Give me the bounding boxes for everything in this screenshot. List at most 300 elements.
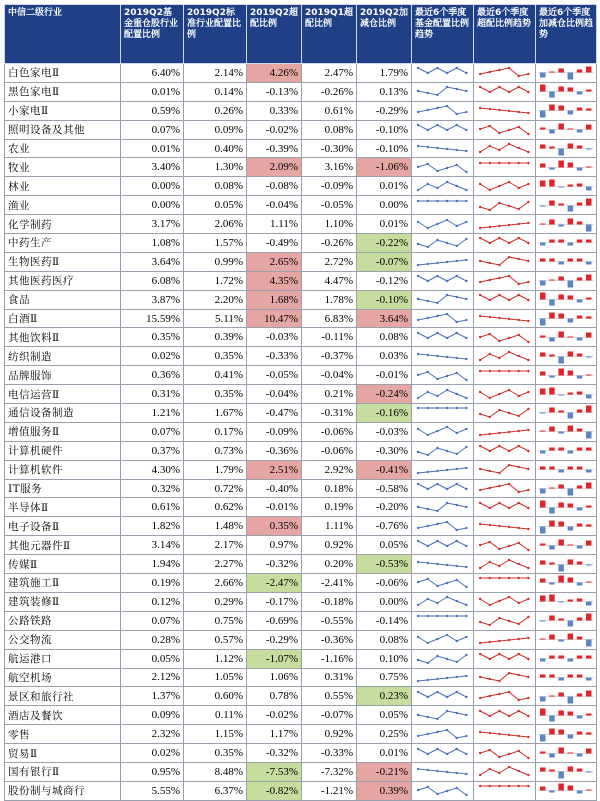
sparkline-point — [427, 598, 429, 600]
trend-bar — [577, 278, 583, 281]
change-trend-bars — [536, 442, 596, 459]
overweight-q2-cell: -0.05% — [247, 366, 302, 385]
sparkline-point — [508, 620, 510, 622]
overweight-q2-cell: -0.08% — [247, 177, 302, 196]
fund-allocation-cell: 0.35% — [121, 328, 184, 347]
fund-trend-sparkline — [412, 329, 473, 346]
sparkline-point — [498, 502, 500, 504]
fund-trend-sparkline — [412, 612, 473, 629]
standard-allocation-cell: 0.41% — [184, 366, 247, 385]
sparkline-point — [527, 468, 529, 470]
sparkline-point — [436, 377, 438, 379]
trend-bar — [568, 696, 574, 703]
change-q2-cell: -0.53% — [357, 555, 412, 574]
header-fund-allocation: 2019Q2基金重仓股行业配置比例 — [121, 5, 184, 64]
trend-bar — [568, 734, 574, 738]
sparkline-point — [417, 506, 419, 508]
overweight-q1-cell: -0.26% — [302, 234, 357, 253]
fund-trend-sparkline-cell — [412, 611, 474, 630]
sparkline-point — [427, 488, 429, 490]
change-trend-bars-cell — [536, 158, 597, 177]
sparkline-point — [518, 187, 520, 189]
trend-bar — [586, 656, 592, 659]
sparkline-point — [456, 224, 458, 226]
fund-trend-sparkline-cell — [412, 460, 474, 479]
sparkline-point — [446, 105, 448, 107]
fund-trend-sparkline — [412, 291, 473, 308]
sparkline-point — [465, 358, 467, 360]
overweight-trend-sparkline-cell — [474, 630, 536, 649]
sparkline-point — [508, 181, 510, 183]
sparkline-point — [508, 129, 510, 131]
sparkline-point — [508, 337, 510, 339]
trend-bar — [586, 505, 592, 507]
change-trend-bars-cell — [536, 536, 597, 555]
sparkline-point — [479, 523, 481, 525]
trend-bar — [586, 109, 592, 111]
sparkline-point — [436, 510, 438, 512]
sparkline-point — [446, 294, 448, 296]
fund-trend-sparkline — [412, 159, 473, 176]
sparkline-point — [417, 451, 419, 453]
sparkline-point — [518, 674, 520, 676]
sparkline-point — [518, 75, 520, 77]
sparkline-point — [436, 187, 438, 189]
table-row — [5, 271, 597, 290]
sparkline-point — [498, 237, 500, 239]
trend-bar — [549, 562, 555, 564]
trend-bar — [586, 602, 592, 606]
sparkline-point — [518, 207, 520, 209]
trend-bar — [568, 88, 574, 92]
trend-bar — [558, 394, 564, 395]
change-trend-bars-cell — [536, 517, 597, 536]
table-row — [5, 706, 597, 725]
change-q2-cell: 0.00% — [357, 196, 412, 215]
trend-bar — [540, 526, 546, 533]
sparkline-point — [518, 562, 520, 564]
fund-trend-sparkline — [412, 386, 473, 403]
sparkline-point — [436, 523, 438, 525]
industry-name-cell: 农业 — [5, 139, 121, 158]
trend-bar — [568, 674, 574, 677]
table-row — [5, 347, 597, 366]
change-trend-bars — [536, 707, 596, 724]
trend-bar — [577, 448, 583, 451]
sparkline-point — [456, 540, 458, 542]
trend-bar — [558, 356, 564, 363]
sparkline-point — [436, 730, 438, 732]
standard-allocation-cell: 0.35% — [184, 385, 247, 404]
fund-trend-sparkline — [412, 197, 473, 214]
sparkline-point — [436, 691, 438, 693]
trend-bar — [558, 368, 564, 375]
sparkline-point — [479, 676, 481, 678]
sparkline-point — [518, 394, 520, 396]
overweight-q1-cell: 1.11% — [302, 517, 357, 536]
overweight-q1-cell: 0.31% — [302, 668, 357, 687]
sparkline-point — [417, 581, 419, 583]
sparkline-point — [427, 280, 429, 282]
sparkline-point — [456, 88, 458, 90]
sparkline-point — [465, 446, 467, 448]
sparkline-point — [456, 736, 458, 738]
trend-bar — [549, 219, 555, 224]
overweight-trend-sparkline — [474, 64, 535, 81]
change-trend-bars — [536, 404, 596, 421]
trend-bar — [577, 599, 583, 602]
fund-trend-sparkline — [412, 121, 473, 138]
overweight-trend-sparkline-cell — [474, 385, 536, 404]
overweight-trend-sparkline — [474, 216, 535, 233]
fund-trend-sparkline-cell — [412, 82, 474, 101]
industry-name-cell: 照明设备及其他 — [5, 120, 121, 139]
table-row — [5, 120, 597, 139]
sparkline-point — [456, 615, 458, 617]
sparkline-point — [417, 560, 419, 562]
sparkline-point — [446, 582, 448, 584]
change-trend-bars-cell — [536, 498, 597, 517]
table-row — [5, 385, 597, 404]
trend-bar — [549, 375, 555, 377]
overweight-trend-sparkline — [474, 197, 535, 214]
sparkline-path — [418, 182, 466, 190]
sparkline-path — [418, 562, 466, 567]
fund-trend-sparkline — [412, 499, 473, 516]
overweight-q1-cell: -0.55% — [302, 611, 357, 630]
change-trend-bars-cell — [536, 649, 597, 668]
sparkline-point — [427, 662, 429, 664]
sparkline-point — [527, 598, 529, 600]
table-row — [5, 479, 597, 498]
sparkline-point — [518, 445, 520, 447]
overweight-trend-sparkline-cell — [474, 215, 536, 234]
industry-name-cell: 建筑装修Ⅱ — [5, 592, 121, 611]
trend-bar — [540, 639, 546, 640]
trend-bar — [540, 596, 546, 602]
sparkline-point — [527, 566, 529, 568]
sparkline-point — [527, 429, 529, 431]
trend-bar — [577, 375, 583, 378]
sparkline-point — [417, 90, 419, 92]
sparkline-point — [436, 562, 438, 564]
trend-bar — [577, 108, 583, 111]
table-row — [5, 196, 597, 215]
change-trend-bars — [536, 253, 596, 270]
standard-allocation-cell: 1.67% — [184, 404, 247, 423]
trend-bar — [586, 790, 592, 791]
sparkline-point — [527, 112, 529, 114]
trend-bar — [558, 784, 564, 791]
change-q2-cell: 0.23% — [357, 687, 412, 706]
trend-bar — [568, 659, 574, 662]
sparkline-point — [479, 390, 481, 392]
sparkline-point — [465, 615, 467, 617]
sparkline-path — [480, 108, 528, 113]
sparkline-point — [427, 578, 429, 580]
sparkline-point — [518, 491, 520, 493]
trend-bar — [568, 392, 574, 394]
sparkline-point — [436, 107, 438, 109]
trend-bar — [586, 677, 592, 680]
trend-bar — [540, 243, 546, 246]
table-row — [5, 668, 597, 687]
sparkline-point — [417, 615, 419, 617]
fund-allocation-cell: 0.05% — [121, 649, 184, 668]
overweight-q2-cell: -0.29% — [247, 630, 302, 649]
overweight-trend-sparkline — [474, 688, 535, 705]
sparkline-point — [427, 545, 429, 547]
sparkline-point — [456, 407, 458, 409]
standard-allocation-cell: 0.26% — [184, 101, 247, 120]
sparkline-point — [479, 774, 481, 776]
sparkline-point — [436, 540, 438, 542]
change-trend-bars — [536, 669, 596, 686]
sparkline-point — [489, 71, 491, 73]
sparkline-point — [456, 113, 458, 115]
sparkline-path — [480, 654, 528, 659]
industry-name-cell: 景区和旅行社 — [5, 687, 121, 706]
overweight-trend-sparkline-cell — [474, 64, 536, 83]
change-q2-cell: 0.08% — [357, 328, 412, 347]
trend-bar — [549, 130, 555, 134]
sparkline-point — [456, 185, 458, 187]
overweight-trend-sparkline — [474, 556, 535, 573]
sparkline-point — [436, 615, 438, 617]
sparkline-point — [417, 768, 419, 770]
table-row — [5, 101, 597, 120]
trend-bar — [577, 486, 583, 489]
fund-trend-sparkline-cell — [412, 630, 474, 649]
overweight-q2-cell: -0.17% — [247, 592, 302, 611]
change-trend-bars — [536, 140, 596, 157]
sparkline-point — [417, 407, 419, 409]
overweight-trend-sparkline — [474, 367, 535, 384]
change-q2-cell: 0.08% — [357, 630, 412, 649]
sparkline-point — [479, 544, 481, 546]
change-q2-cell: -0.06% — [357, 574, 412, 593]
industry-name-cell: 增值服务Ⅱ — [5, 422, 121, 441]
fund-trend-sparkline-cell — [412, 762, 474, 781]
sparkline-point — [498, 680, 500, 682]
table-row — [5, 574, 597, 593]
change-q2-cell: 0.05% — [357, 536, 412, 555]
sparkline-point — [498, 86, 500, 88]
overweight-q2-cell: -0.36% — [247, 441, 302, 460]
sparkline-point — [527, 200, 529, 202]
trend-bar — [577, 693, 583, 696]
overweight-trend-sparkline-cell — [474, 366, 536, 385]
overweight-q1-cell: -1.21% — [302, 781, 357, 800]
fund-trend-sparkline — [412, 669, 473, 686]
sparkline-point — [446, 356, 448, 358]
sparkline-point — [456, 124, 458, 126]
table-row — [5, 441, 597, 460]
trend-bar — [549, 387, 555, 394]
trend-bar — [558, 203, 564, 205]
sparkline-point — [527, 756, 529, 758]
sparkline-point — [465, 696, 467, 698]
fund-trend-sparkline — [412, 234, 473, 251]
industry-name-cell: 半导体Ⅱ — [5, 498, 121, 517]
change-trend-bars — [536, 537, 596, 554]
sparkline-point — [527, 320, 529, 322]
header-overweight-trend: 最近6个季度超配比例趋势 — [474, 5, 536, 64]
table-row — [5, 215, 597, 234]
table-row — [5, 649, 597, 668]
sparkline-point — [518, 319, 520, 321]
fund-trend-sparkline-cell — [412, 687, 474, 706]
sparkline-point — [446, 86, 448, 88]
trend-bar — [558, 710, 564, 715]
sparkline-point — [465, 407, 467, 409]
sparkline-point — [527, 260, 529, 262]
sparkline-point — [427, 471, 429, 473]
change-q2-cell: -0.10% — [357, 290, 412, 309]
sparkline-point — [489, 108, 491, 110]
overweight-q1-cell: 0.08% — [302, 120, 357, 139]
sparkline-point — [479, 697, 481, 699]
sparkline-point — [456, 357, 458, 359]
change-trend-bars — [536, 518, 596, 535]
sparkline-point — [465, 636, 467, 638]
sparkline-point — [427, 769, 429, 771]
standard-allocation-cell: 2.20% — [184, 290, 247, 309]
fund-trend-sparkline-cell — [412, 536, 474, 555]
sparkline-path — [418, 146, 466, 151]
sparkline-point — [456, 529, 458, 531]
sparkline-point — [427, 561, 429, 563]
sparkline-point — [479, 359, 481, 361]
sparkline-point — [518, 699, 520, 701]
change-q2-cell: -0.07% — [357, 252, 412, 271]
sparkline-point — [456, 453, 458, 455]
fund-trend-sparkline-cell — [412, 101, 474, 120]
overweight-q1-cell: 1.78% — [302, 290, 357, 309]
sparkline-point — [417, 714, 419, 716]
overweight-q1-cell: -2.41% — [302, 574, 357, 593]
sparkline-point — [489, 262, 491, 264]
sparkline-point — [456, 67, 458, 69]
overweight-q2-cell: 1.68% — [247, 290, 302, 309]
sparkline-path — [480, 465, 528, 473]
sparkline-point — [456, 260, 458, 262]
sparkline-point — [518, 502, 520, 504]
sparkline-path — [418, 164, 466, 172]
overweight-q2-cell: -0.04% — [247, 196, 302, 215]
change-q2-cell: -0.10% — [357, 139, 412, 158]
trend-bar — [558, 160, 564, 167]
trend-bar — [558, 539, 564, 545]
fund-trend-sparkline-cell — [412, 555, 474, 574]
sparkline-point — [446, 615, 448, 617]
change-trend-bars-cell — [536, 781, 597, 800]
trend-bar — [586, 483, 592, 489]
overweight-trend-sparkline-cell — [474, 762, 536, 781]
overweight-q2-cell: -0.32% — [247, 744, 302, 763]
trend-bar — [586, 317, 592, 319]
sparkline-point — [489, 299, 491, 301]
change-trend-bars — [536, 272, 596, 289]
trend-bar — [540, 431, 546, 432]
overweight-q1-cell: 2.72% — [302, 252, 357, 271]
overweight-trend-sparkline-cell — [474, 404, 536, 423]
change-trend-bars — [536, 631, 596, 648]
sparkline-point — [465, 428, 467, 430]
change-q2-cell: 0.01% — [357, 177, 412, 196]
trend-bar — [586, 772, 592, 773]
sparkline-point — [436, 262, 438, 264]
sparkline-point — [527, 341, 529, 343]
trend-bar — [568, 559, 574, 564]
sparkline-point — [479, 468, 481, 470]
sparkline-point — [508, 67, 510, 69]
sparkline-point — [417, 396, 419, 398]
overweight-trend-sparkline — [474, 574, 535, 591]
sparkline-point — [527, 774, 529, 776]
overweight-q1-cell: 3.16% — [302, 158, 357, 177]
standard-allocation-cell: 0.40% — [184, 139, 247, 158]
sparkline-point — [465, 319, 467, 321]
trend-bar — [568, 413, 574, 419]
trend-bar — [568, 351, 574, 356]
table-row — [5, 762, 597, 781]
sparkline-point — [489, 768, 491, 770]
fund-allocation-cell: 1.08% — [121, 234, 184, 253]
standard-allocation-cell: 1.79% — [184, 460, 247, 479]
overweight-trend-sparkline — [474, 442, 535, 459]
sparkline-path — [480, 334, 528, 342]
trend-bar — [540, 145, 546, 149]
sparkline-point — [489, 577, 491, 579]
sparkline-point — [417, 636, 419, 638]
overweight-q1-cell: -0.26% — [302, 82, 357, 101]
sparkline-point — [479, 294, 481, 296]
sparkline-point — [527, 73, 529, 75]
sparkline-point — [446, 72, 448, 74]
sparkline-point — [518, 527, 520, 529]
fund-allocation-cell: 0.00% — [121, 177, 184, 196]
standard-allocation-cell: 1.57% — [184, 234, 247, 253]
fund-trend-sparkline-cell — [412, 328, 474, 347]
change-trend-bars — [536, 612, 596, 629]
sparkline-point — [489, 353, 491, 355]
trend-bar — [540, 388, 546, 394]
overweight-trend-sparkline — [474, 159, 535, 176]
sparkline-point — [446, 710, 448, 712]
overweight-trend-sparkline-cell — [474, 706, 536, 725]
fund-trend-sparkline — [412, 83, 473, 100]
trend-bar — [558, 576, 564, 583]
standard-allocation-cell: 0.09% — [184, 120, 247, 139]
sparkline-point — [479, 162, 481, 164]
sparkline-point — [446, 280, 448, 282]
overweight-trend-sparkline — [474, 537, 535, 554]
fund-trend-sparkline-cell — [412, 649, 474, 668]
trend-bar — [586, 540, 592, 545]
sparkline-point — [498, 525, 500, 527]
sparkline-point — [489, 433, 491, 435]
trend-bar — [586, 149, 592, 150]
trend-bar — [586, 186, 592, 190]
overweight-trend-sparkline-cell — [474, 479, 536, 498]
change-trend-bars — [536, 556, 596, 573]
sparkline-point — [465, 565, 467, 567]
change-trend-bars — [536, 480, 596, 497]
sparkline-point — [436, 302, 438, 304]
sparkline-point — [518, 147, 520, 149]
fund-trend-sparkline-cell — [412, 498, 474, 517]
